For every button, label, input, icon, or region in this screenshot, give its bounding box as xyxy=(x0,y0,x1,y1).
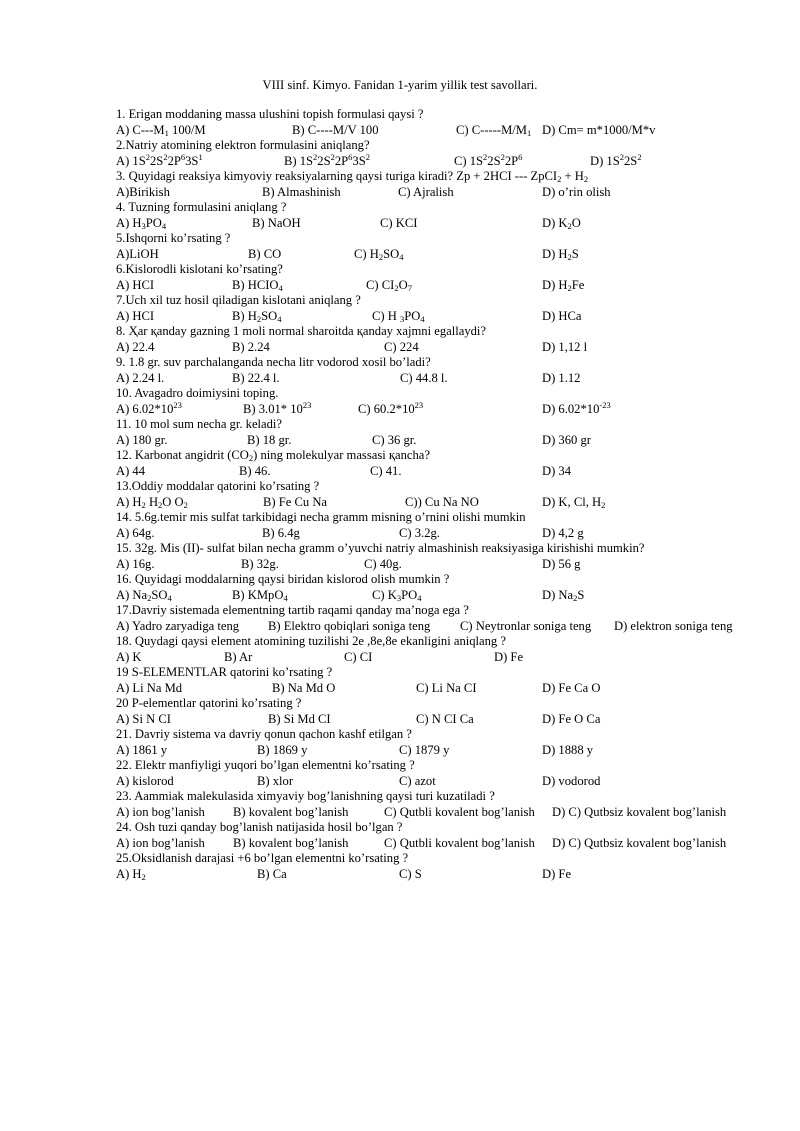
question-text: 13.Oddiy moddalar qatorini ko’rsating ? xyxy=(116,479,320,493)
answer-option-a: A) kislorod xyxy=(116,773,174,788)
answer-option-d: D) K, Cl, $H_2$ xyxy=(542,494,606,510)
answer-options xyxy=(116,123,786,139)
answer-option-a: A) 64g. xyxy=(116,525,155,540)
question-text: 4. Tuzning formulasini aniqlang ? xyxy=(116,200,287,214)
answer-options xyxy=(116,399,786,418)
answer-option-c: C) 3.2g. xyxy=(399,525,440,540)
answer-option-c: C) $60.2*10^{23}$ xyxy=(358,399,424,416)
answer-option-a: A) $C---M_1$ 100/M xyxy=(116,122,206,138)
answer-option-d: D) 56 g xyxy=(542,556,581,571)
question-text: 3. Quyidagi reaksiya kimyoviy reaksiyalarning qaysi turiga kiradi? Zp + 2HCI --- ZpCI$_2$ + $H_2$ xyxy=(116,169,589,184)
answer-option-b: B) KMpO$_4$ xyxy=(232,587,288,603)
question-text: 14. 5.6g.temir mis sulfat tarkibidagi necha gramm misning o’rnini olishi mumkin xyxy=(116,510,526,524)
answer-option-b: B) 2.24 xyxy=(232,339,270,354)
question-text: 19 S-ELEMENTLAR qatorini ko’rsating ? xyxy=(116,665,333,679)
answer-options xyxy=(116,712,786,728)
answer-option-b: B) 3.01* $10^{23}$ xyxy=(243,399,312,416)
question-text: 20 P-elementlar qatorini ko’rsating ? xyxy=(116,696,302,710)
answer-option-b: B) Na Md O xyxy=(272,680,336,695)
answer-option-c: C) CI xyxy=(344,649,373,664)
answer-options xyxy=(116,650,786,666)
answer-option-a: A) ion bog’lanish xyxy=(116,835,205,850)
answer-option-a: A) $H_3PO_4$ xyxy=(116,215,167,231)
answer-options xyxy=(116,805,786,821)
answer-options xyxy=(116,867,786,883)
answer-option-a: A)Birikish xyxy=(116,184,170,199)
answer-option-c: C) $1S^22S^22P^6$ xyxy=(454,151,523,168)
question-text: 7.Uch xil tuz hosil qiladigan kislotani aniqlang ? xyxy=(116,293,361,307)
question-text: 24. Osh tuzi qanday bog’lanish natijasida hosil bo’lgan ? xyxy=(116,820,403,834)
answer-option-c: C) KCI xyxy=(380,215,418,230)
answer-option-c: C) 40g. xyxy=(364,556,402,571)
answer-option-c: C) Qutbli kovalent bog’lanish xyxy=(384,835,535,850)
answer-option-c: C) 44.8 l. xyxy=(400,370,448,385)
answer-option-c: C) N CI Ca xyxy=(416,711,474,726)
question-text: 5.Ishqorni ko’rsating ? xyxy=(116,231,231,245)
answer-option-a: A) $H_2$ xyxy=(116,866,146,882)
answer-option-b: B) Si Md CI xyxy=(268,711,331,726)
answer-option-b: B) Ar xyxy=(224,649,253,664)
answer-option-c: C) Neytronlar soniga teng xyxy=(460,618,592,633)
answer-option-b: B) Almashinish xyxy=(262,184,341,199)
answer-option-c: C) S xyxy=(399,866,422,881)
answer-option-c: C) Ajralish xyxy=(398,184,454,199)
answer-option-d: D) 4,2 g xyxy=(542,525,584,540)
answer-option-d: D) C) Qutbsiz kovalent bog’lanish xyxy=(552,835,727,850)
answer-option-a: A) Yadro zaryadiga teng xyxy=(116,618,240,633)
answer-option-d: D) $1S^22S^2$ xyxy=(590,151,642,168)
answer-options xyxy=(116,681,786,697)
answer-option-b: B) $H_2SO_4$ xyxy=(232,308,282,324)
question-text: 15. 32g. Mis (II)- sulfat bilan necha gramm o’yuvchi natriy almashinish reaksiyasiga kirishishi mumkin? xyxy=(116,541,645,555)
answer-options xyxy=(116,216,786,232)
answer-option-a: A) 180 gr. xyxy=(116,432,168,447)
answer-option-c: C) 41. xyxy=(370,463,402,478)
answer-option-a: A) $1S^22S^22P^63S^1$ xyxy=(116,151,203,168)
answer-option-a: A) K xyxy=(116,649,142,664)
answer-option-a: A) 16g. xyxy=(116,556,155,571)
answer-option-c: C) Li Na CI xyxy=(416,680,477,695)
answer-options xyxy=(116,774,786,790)
answer-option-c: C) $C-----M/M_1$ xyxy=(456,122,532,138)
question-text: 2.Natriy atomining elektron formulasini aniqlang? xyxy=(116,138,370,152)
answer-options xyxy=(116,278,786,294)
answer-option-b: B) Ca xyxy=(257,866,287,881)
answer-option-c: C) 224 xyxy=(384,339,419,354)
answer-option-b: B) 46. xyxy=(239,463,271,478)
answer-options xyxy=(116,619,786,635)
answer-option-c: C) 1879 y xyxy=(399,742,450,757)
answer-option-d: D) $H_2S$ xyxy=(542,246,579,262)
question-text: 12. Karbonat angidrit $(CO_2)$ ning molekulyar massasi қancha? xyxy=(116,448,430,463)
answer-option-b: B) 18 gr. xyxy=(247,432,292,447)
answer-option-a: A) 2.24 l. xyxy=(116,370,165,385)
answer-options xyxy=(116,588,786,604)
answer-option-b: B) 22.4 l. xyxy=(232,370,280,385)
answer-option-b: B) kovalent bog’lanish xyxy=(233,804,349,819)
answer-option-d: D) 1888 y xyxy=(542,742,594,757)
answer-options xyxy=(116,836,786,852)
answer-option-c: C) $K_3PO_4$ xyxy=(372,587,422,603)
answer-option-a: A) $Na_2SO_4$ xyxy=(116,587,172,603)
answer-option-c: C) $CI_2O_7$ xyxy=(366,277,412,293)
answer-option-a: A) Li Na Md xyxy=(116,680,183,695)
answer-options xyxy=(116,433,786,449)
answer-option-a: A) 1861 y xyxy=(116,742,168,757)
answer-option-d: D) 360 gr xyxy=(542,432,591,447)
answer-option-d: D) 1,12 l xyxy=(542,339,588,354)
question-list xyxy=(116,107,786,882)
answer-option-a: A) Si N CI xyxy=(116,711,171,726)
answer-options xyxy=(116,526,786,542)
answer-option-a: A)LiOH xyxy=(116,246,159,261)
answer-option-d: D) 1.12 xyxy=(542,370,581,385)
answer-option-b: B) 32g. xyxy=(241,556,279,571)
answer-option-d: D) $6.02*10^{-23}$ xyxy=(542,399,611,416)
answer-option-b: B) 1869 y xyxy=(257,742,308,757)
answer-option-a: A) HCI xyxy=(116,277,155,292)
answer-options xyxy=(116,247,786,263)
question-text: 22. Elektr manfiyligi yuqori bo’lgan elementni ko’rsating ? xyxy=(116,758,415,772)
answer-option-a: A) 22.4 xyxy=(116,339,155,354)
answer-option-a: A) HCI xyxy=(116,308,155,323)
question-text: 11. 10 mol sum necha gr. keladi? xyxy=(116,417,283,431)
answer-option-c: C)) Cu Na NO xyxy=(405,494,479,509)
answer-options xyxy=(116,495,786,511)
answer-options xyxy=(116,185,786,201)
answer-options xyxy=(116,371,786,387)
answer-option-b: B) CO xyxy=(248,246,282,261)
answer-option-b: B) xlor xyxy=(257,773,294,788)
question-text: 1. Erigan moddaning massa ulushini topish formulasi qaysi ? xyxy=(116,107,424,121)
answer-option-b: B) $1S^22S^22P^63S^2$ xyxy=(284,151,370,168)
answer-option-a: A) $H_2$ $H_2O$ $O_2$ xyxy=(116,494,188,510)
question-text: 16. Quyidagi moddalarning qaysi biridan kislorod olish mumkin ? xyxy=(116,572,450,586)
answer-option-d: D) Fe xyxy=(542,866,572,881)
answer-option-d: D) Cm= m*1000/M*v xyxy=(542,122,656,137)
question-text: 8. Ҳar қanday gazning 1 moli normal sharoitda қanday xajmni egallaydi? xyxy=(116,324,486,338)
answer-option-d: D) HCa xyxy=(542,308,582,323)
answer-option-d: D) $K_2O$ xyxy=(542,215,581,231)
answer-option-b: B) Fe Cu Na xyxy=(263,494,328,509)
question-text: 17.Davriy sistemada elementning tartib raqami qanday ma’noga ega ? xyxy=(116,603,469,617)
answer-options xyxy=(116,557,786,573)
answer-option-d: D) 34 xyxy=(542,463,572,478)
answer-option-c: C) 36 gr. xyxy=(372,432,417,447)
question-text: 6.Kislorodli kislotani ko’rsating? xyxy=(116,262,283,276)
page-title: VIII sinf. Kimyo. Fanidan 1-yarim yillik test savollari. xyxy=(262,78,538,92)
answer-option-d: D) $H_2Fe$ xyxy=(542,277,585,293)
question-text: 10. Avagadro doimiysini toping. xyxy=(116,386,279,400)
question-text: 18. Quydagi qaysi element atomining tuzilishi 2e ,8e,8e ekanligini aniqlang ? xyxy=(116,634,506,648)
answer-option-d: D) elektron soniga teng xyxy=(614,618,733,633)
answer-option-c: C) azot xyxy=(399,773,436,788)
question-text: 9. 1.8 gr. suv parchalanganda necha litr vodorod xosil bo’ladi? xyxy=(116,355,431,369)
answer-option-a: A) ion bog’lanish xyxy=(116,804,205,819)
answer-option-c: C) H $_3PO_4$ xyxy=(372,308,425,324)
answer-option-b: B) 6.4g xyxy=(262,525,300,540)
answer-options xyxy=(116,151,786,170)
answer-option-d: D) Fe Ca O xyxy=(542,680,601,695)
answer-option-d: D) Fe xyxy=(494,649,524,664)
answer-options xyxy=(116,340,786,356)
answer-option-d: D) Fe O Ca xyxy=(542,711,601,726)
answer-option-c: C) $H_2SO_4$ xyxy=(354,246,404,262)
answer-option-d: D) C) Qutbsiz kovalent bog’lanish xyxy=(552,804,727,819)
answer-options xyxy=(116,743,786,759)
question-text: 23. Aammiak malekulasida ximyaviy bog’lanishning qaysi turi kuzatiladi ? xyxy=(116,789,495,803)
answer-option-b: B) kovalent bog’lanish xyxy=(233,835,349,850)
answer-option-b: B) $HCIO_4$ xyxy=(232,277,283,293)
answer-options xyxy=(116,464,786,480)
answer-option-c: C) Qutbli kovalent bog’lanish xyxy=(384,804,535,819)
question-text: 21. Davriy sistema va davriy qonun qachon kashf etilgan ? xyxy=(116,727,412,741)
answer-option-d: D) o’rin olish xyxy=(542,184,611,199)
question-text: 25.Oksidlanish darajasi +6 bo’lgan elementni ko’rsating ? xyxy=(116,851,409,865)
answer-option-a: A) 44 xyxy=(116,463,146,478)
answer-options xyxy=(116,309,786,325)
answer-option-b: B) C----M/V 100 xyxy=(292,122,379,137)
answer-option-d: D) vodorod xyxy=(542,773,601,788)
answer-option-b: B) Elektro qobiqlari soniga teng xyxy=(268,618,431,633)
answer-option-d: D) $Na_2S$ xyxy=(542,587,585,603)
answer-option-b: B) NaOH xyxy=(252,215,301,230)
answer-option-a: A) $6.02*10^{23}$ xyxy=(116,399,182,416)
